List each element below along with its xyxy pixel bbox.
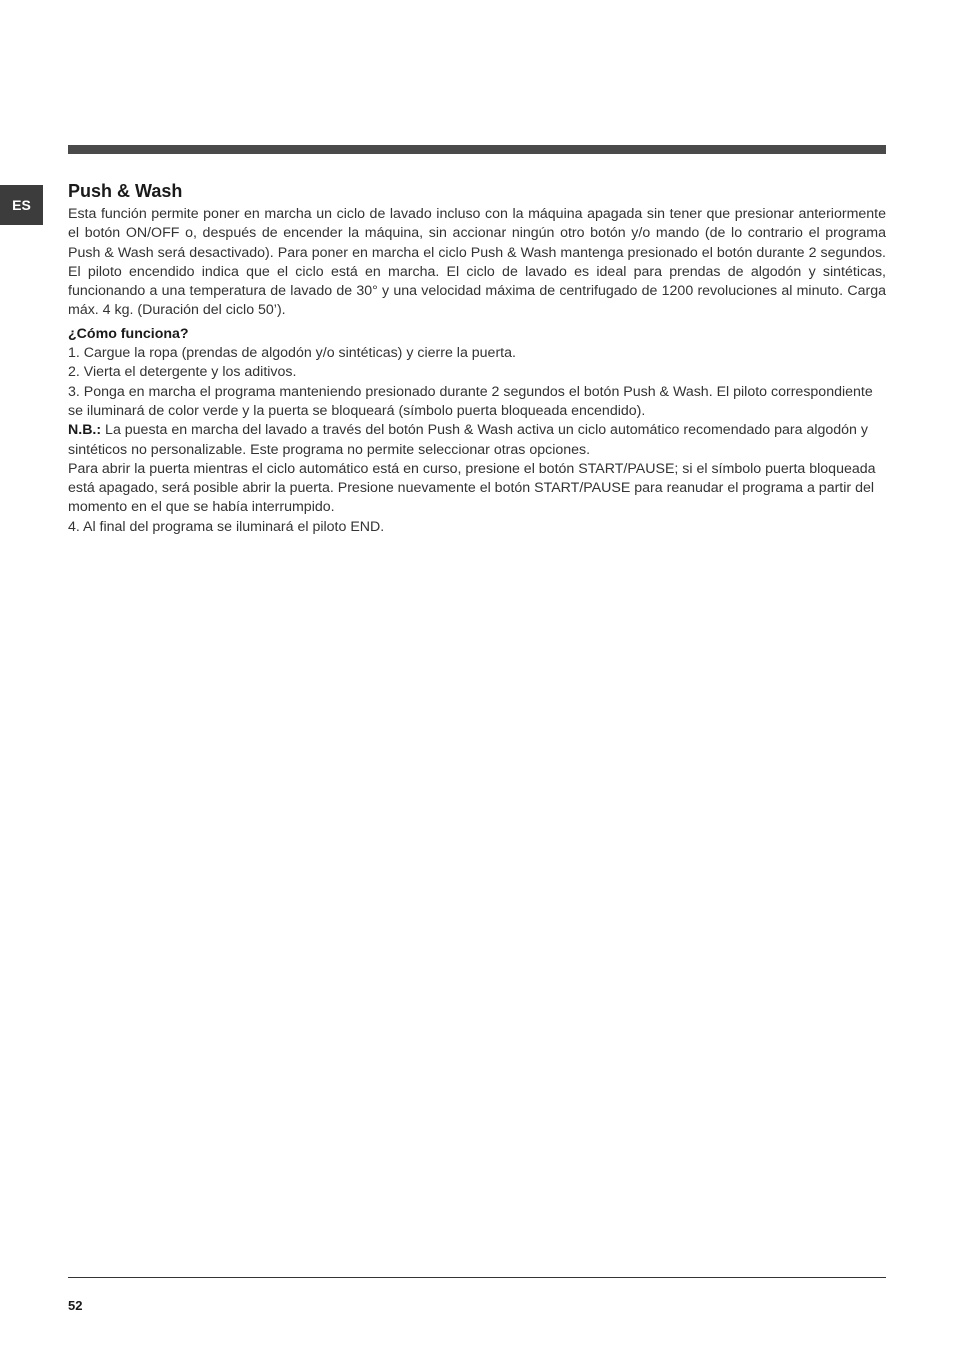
- step-2: 2. Vierta el detergente y los aditivos.: [68, 364, 297, 381]
- note-text: La puesta en marcha del lavado a través del botón Push & Wash activa un ciclo automático recomendado para algodón y sintéticos no personalizable. Este programa no permite seleccionar otras opciones.: [68, 422, 868, 458]
- door-paragraph: Para abrir la puerta mientras el ciclo automático está en curso, presione el botón START/PAUSE; si el símbolo puerta bloqueada está apagado, será posible abrir la puerta. Presione nuevamente el botón START/PAUSE para reanudar el programa a partir del momento en el que se había interrumpido.: [68, 460, 876, 516]
- section-title: Push & Wash: [68, 181, 183, 201]
- note-paragraph: [68, 421, 886, 460]
- note-label: N.B.:: [68, 422, 102, 439]
- step-1: 1. Cargue la ropa (prendas de algodón y/o sintéticas) y cierre la puerta.: [68, 345, 516, 362]
- how-it-works-heading: ¿Cómo funciona?: [68, 325, 189, 342]
- section-push-wash: [68, 179, 886, 537]
- bottom-divider: [68, 1277, 886, 1278]
- step-3: 3. Ponga en marcha el programa manteniendo presionado durante 2 segundos el botón Push & Wash. El piloto correspondiente se iluminará de color verde y la puerta se bloqueará (símbolo puerta bloqueada encendido).: [68, 383, 873, 419]
- language-tab: ES: [0, 185, 43, 225]
- top-divider: [68, 145, 886, 154]
- step-4: 4. Al final del programa se iluminará el piloto END.: [68, 518, 385, 535]
- intro-paragraph: Esta función permite poner en marcha un ciclo de lavado incluso con la máquina apagada sin tener que presionar anteriormente el botón ON/OFF o, después de encender la máquina, sin accionar ningún otro botón y/o mando (de lo contrario el programa Push & Wash será desactivado). Para poner en marcha el ciclo Push & Wash mantenga presionado el botón durante 2 segundos. El piloto encendido indica que el ciclo está en marcha. El ciclo de lavado es ideal para prendas de algodón y sintéticas, funcionando a una temperatura de lavado de 30° y una velocidad máxima de centrifugado de 1200 revoluciones al minuto. Carga máx. 4 kg. (Duración del ciclo 50’).: [68, 206, 886, 319]
- page-number: 52: [68, 1298, 83, 1313]
